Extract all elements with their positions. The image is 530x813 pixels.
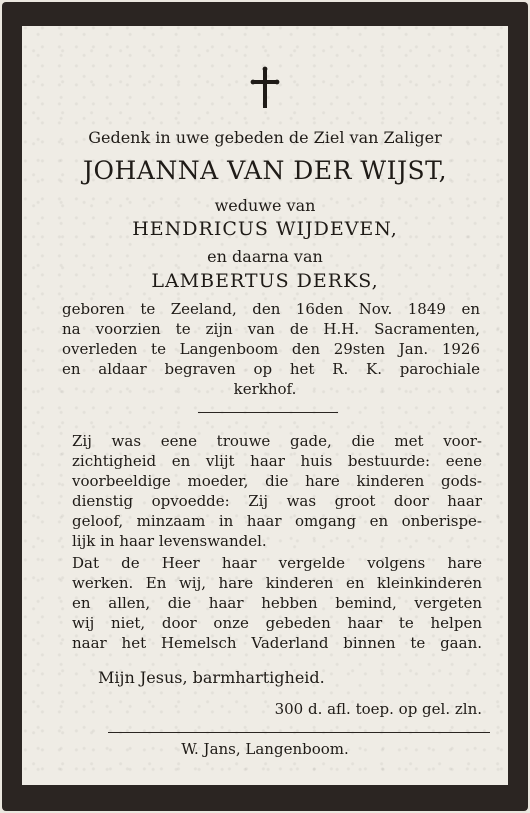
first-husband-name: HENDRICUS WIJDEVEN, [132,218,398,240]
tribute-line: en allen, die haar hebben bemind, vergeten [72,594,482,612]
tribute-line: naar het Hemelsch Vaderland binnen te gaan. [72,634,482,652]
biography-line: kerkhof. [233,380,297,398]
second-husband-name: LAMBERTUS DERKS, [151,270,379,292]
prayer-text: Mijn Jesus, barmhartigheid. [98,668,325,687]
tribute-line: geloof, minzaam in haar omgang en onberispe- [72,512,482,530]
tribute-line: Dat de Heer haar vergelde volgens hare [72,554,482,572]
tribute-line: lijk in haar levenswandel. [72,532,267,550]
tribute-line: voorbeeldige moeder, die hare kinderen gods- [72,472,482,490]
footer-rule [108,732,490,733]
biography-line: en aldaar begraven op het R. K. parochiale [62,360,480,378]
tribute-line: werken. En wij, hare kinderen en kleinkinderen [72,574,482,592]
printer-text: W. Jans, Langenboom. [181,740,349,758]
biography-line: geboren te Zeeland, den 16den Nov. 1849 en [62,300,480,318]
deceased-name: JOHANNA VAN DER WIJST, [82,156,448,185]
widow-of-text: weduwe van [214,196,316,215]
tribute-line: zichtigheid en vlijt haar huis bestuurde: eene [72,452,482,470]
tribute-line: dienstig opvoedde: Zij was groot door haar [72,492,482,510]
and-then-of-text: en daarna van [207,247,323,266]
divider-rule [198,412,338,413]
tribute-line: wij niet, door onze gebeden haar te helpen [72,614,482,632]
indulgence-note: 300 d. afl. toep. op gel. zln. [274,700,482,718]
header-text: Gedenk in uwe gebeden de Ziel van Zaliger [88,128,442,147]
biography-line: na voorzien te zijn van de H.H. Sacramenten, [62,320,480,338]
cross-icon [250,66,280,110]
biography-line: overleden te Langenboom den 29sten Jan. 1926 [62,340,480,358]
tribute-line: Zij was eene trouwe gade, die met voor- [72,432,482,450]
